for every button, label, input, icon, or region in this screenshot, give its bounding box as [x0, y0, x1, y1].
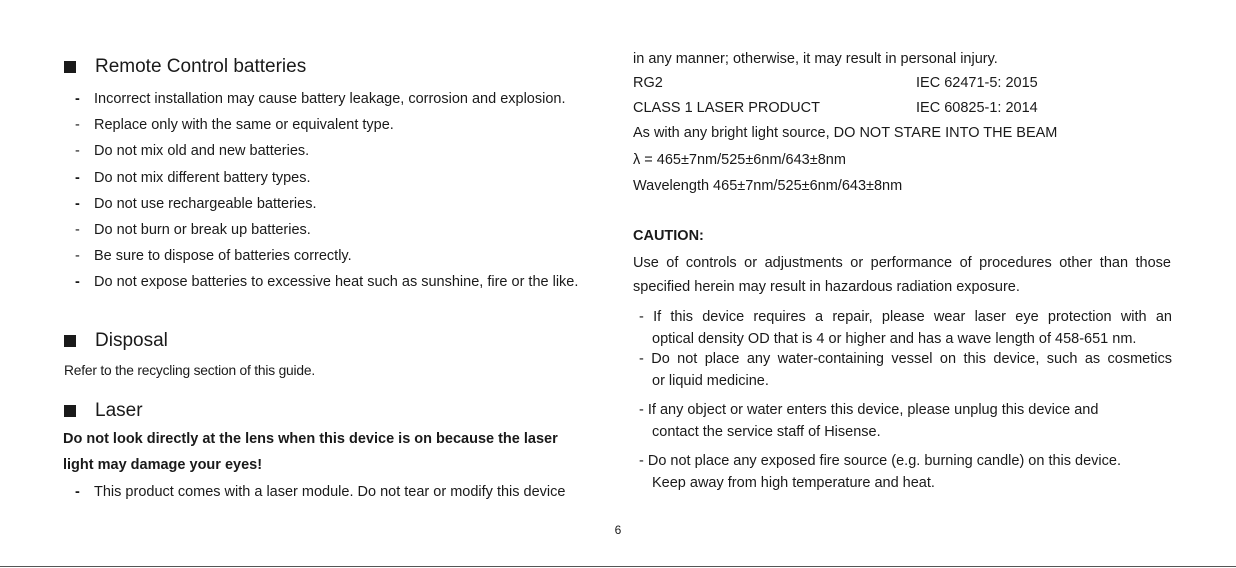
list-item — [639, 399, 1172, 443]
section-heading-laser — [64, 400, 143, 422]
dash-marker: - — [75, 484, 80, 500]
list-item-text: Do not mix old and new batteries. — [94, 143, 310, 159]
list-item-line1: - Do not place any exposed fire source (e.g. burning candle) on this device. — [639, 453, 1121, 469]
section-heading-disposal — [64, 330, 168, 352]
disposal-text: Refer to the recycling section of this guide. — [64, 363, 315, 378]
section-heading-text: Disposal — [95, 330, 168, 351]
section-heading-text: Remote Control batteries — [95, 56, 307, 77]
dash-marker: - — [75, 91, 80, 107]
dash-marker: - — [75, 117, 80, 133]
class-label: CLASS 1 LASER PRODUCT — [633, 100, 820, 116]
laser-warning-line1: Do not look directly at the lens when this device is on because the laser — [63, 431, 558, 447]
square-bullet-icon — [64, 405, 76, 417]
section-heading-remote — [64, 56, 306, 78]
list-item — [639, 306, 1172, 350]
list-item-text: Incorrect installation may cause battery leakage, corrosion and explosion. — [94, 91, 566, 107]
bright-light-warning: As with any bright light source, DO NOT STARE INTO THE BEAM — [633, 125, 1058, 141]
list-item — [75, 271, 602, 293]
dash-marker: - — [75, 248, 80, 264]
list-item — [75, 140, 602, 162]
list-item — [75, 245, 602, 267]
square-bullet-icon — [64, 335, 76, 347]
list-item — [75, 481, 602, 503]
dash-marker: - — [75, 196, 80, 212]
list-item-line1: - If any object or water enters this device, please unplug this device and — [639, 402, 1099, 418]
rg2-standard: IEC 62471-5: 2015 — [916, 75, 1038, 91]
list-item-line2: contact the service staff of Hisense. — [652, 424, 881, 440]
square-bullet-icon — [64, 61, 76, 73]
list-item — [75, 167, 602, 189]
bottom-divider — [0, 566, 1236, 567]
list-item — [639, 450, 1172, 494]
rg2-label: RG2 — [633, 75, 663, 91]
dash-marker: - — [75, 170, 80, 186]
list-item — [639, 348, 1172, 392]
list-item — [75, 219, 602, 241]
list-item-text: Replace only with the same or equivalent type. — [94, 117, 394, 133]
dash-marker: - — [75, 222, 80, 238]
list-item-line2: Keep away from high temperature and heat. — [652, 475, 935, 491]
list-item — [75, 88, 602, 110]
list-item — [75, 193, 602, 215]
caution-title: CAUTION: — [633, 228, 704, 244]
list-item-line2: or liquid medicine. — [652, 373, 769, 389]
list-item-text: Do not burn or break up batteries. — [94, 222, 311, 238]
list-item-text: This product comes with a laser module. Do not tear or modify this device — [94, 484, 566, 500]
class-standard: IEC 60825-1: 2014 — [916, 100, 1038, 116]
dash-marker: - — [75, 143, 80, 159]
lambda-text: λ = 465±7nm/525±6nm/643±8nm — [633, 152, 846, 168]
wavelength-text: Wavelength 465±7nm/525±6nm/643±8nm — [633, 178, 903, 194]
page-number: 6 — [614, 523, 622, 537]
list-item — [75, 114, 602, 136]
list-item-line1: - Do not place any water-containing vessel on this device, such as cosmetics — [639, 351, 1172, 367]
list-item-text: Do not mix different battery types. — [94, 170, 311, 186]
list-item-text: Do not expose batteries to excessive heat such as sunshine, fire or the like. — [94, 274, 579, 290]
continuation-text: in any manner; otherwise, it may result in personal injury. — [633, 51, 998, 67]
list-item-line2: optical density OD that is 4 or higher and has a wave length of 458-651 nm. — [652, 331, 1137, 347]
dash-marker: - — [75, 274, 80, 290]
section-heading-text: Laser — [95, 400, 143, 421]
list-item-text: Do not use rechargeable batteries. — [94, 196, 317, 212]
list-item-line1: - If this device requires a repair, please wear laser eye protection with an — [639, 309, 1172, 325]
caution-text: Use of controls or adjustments or performance of procedures other than those specified herein may result in hazardous radiation exposure. — [633, 255, 1171, 295]
laser-warning-line2: light may damage your eyes! — [63, 457, 263, 473]
list-item-text: Be sure to dispose of batteries correctly. — [94, 248, 352, 264]
